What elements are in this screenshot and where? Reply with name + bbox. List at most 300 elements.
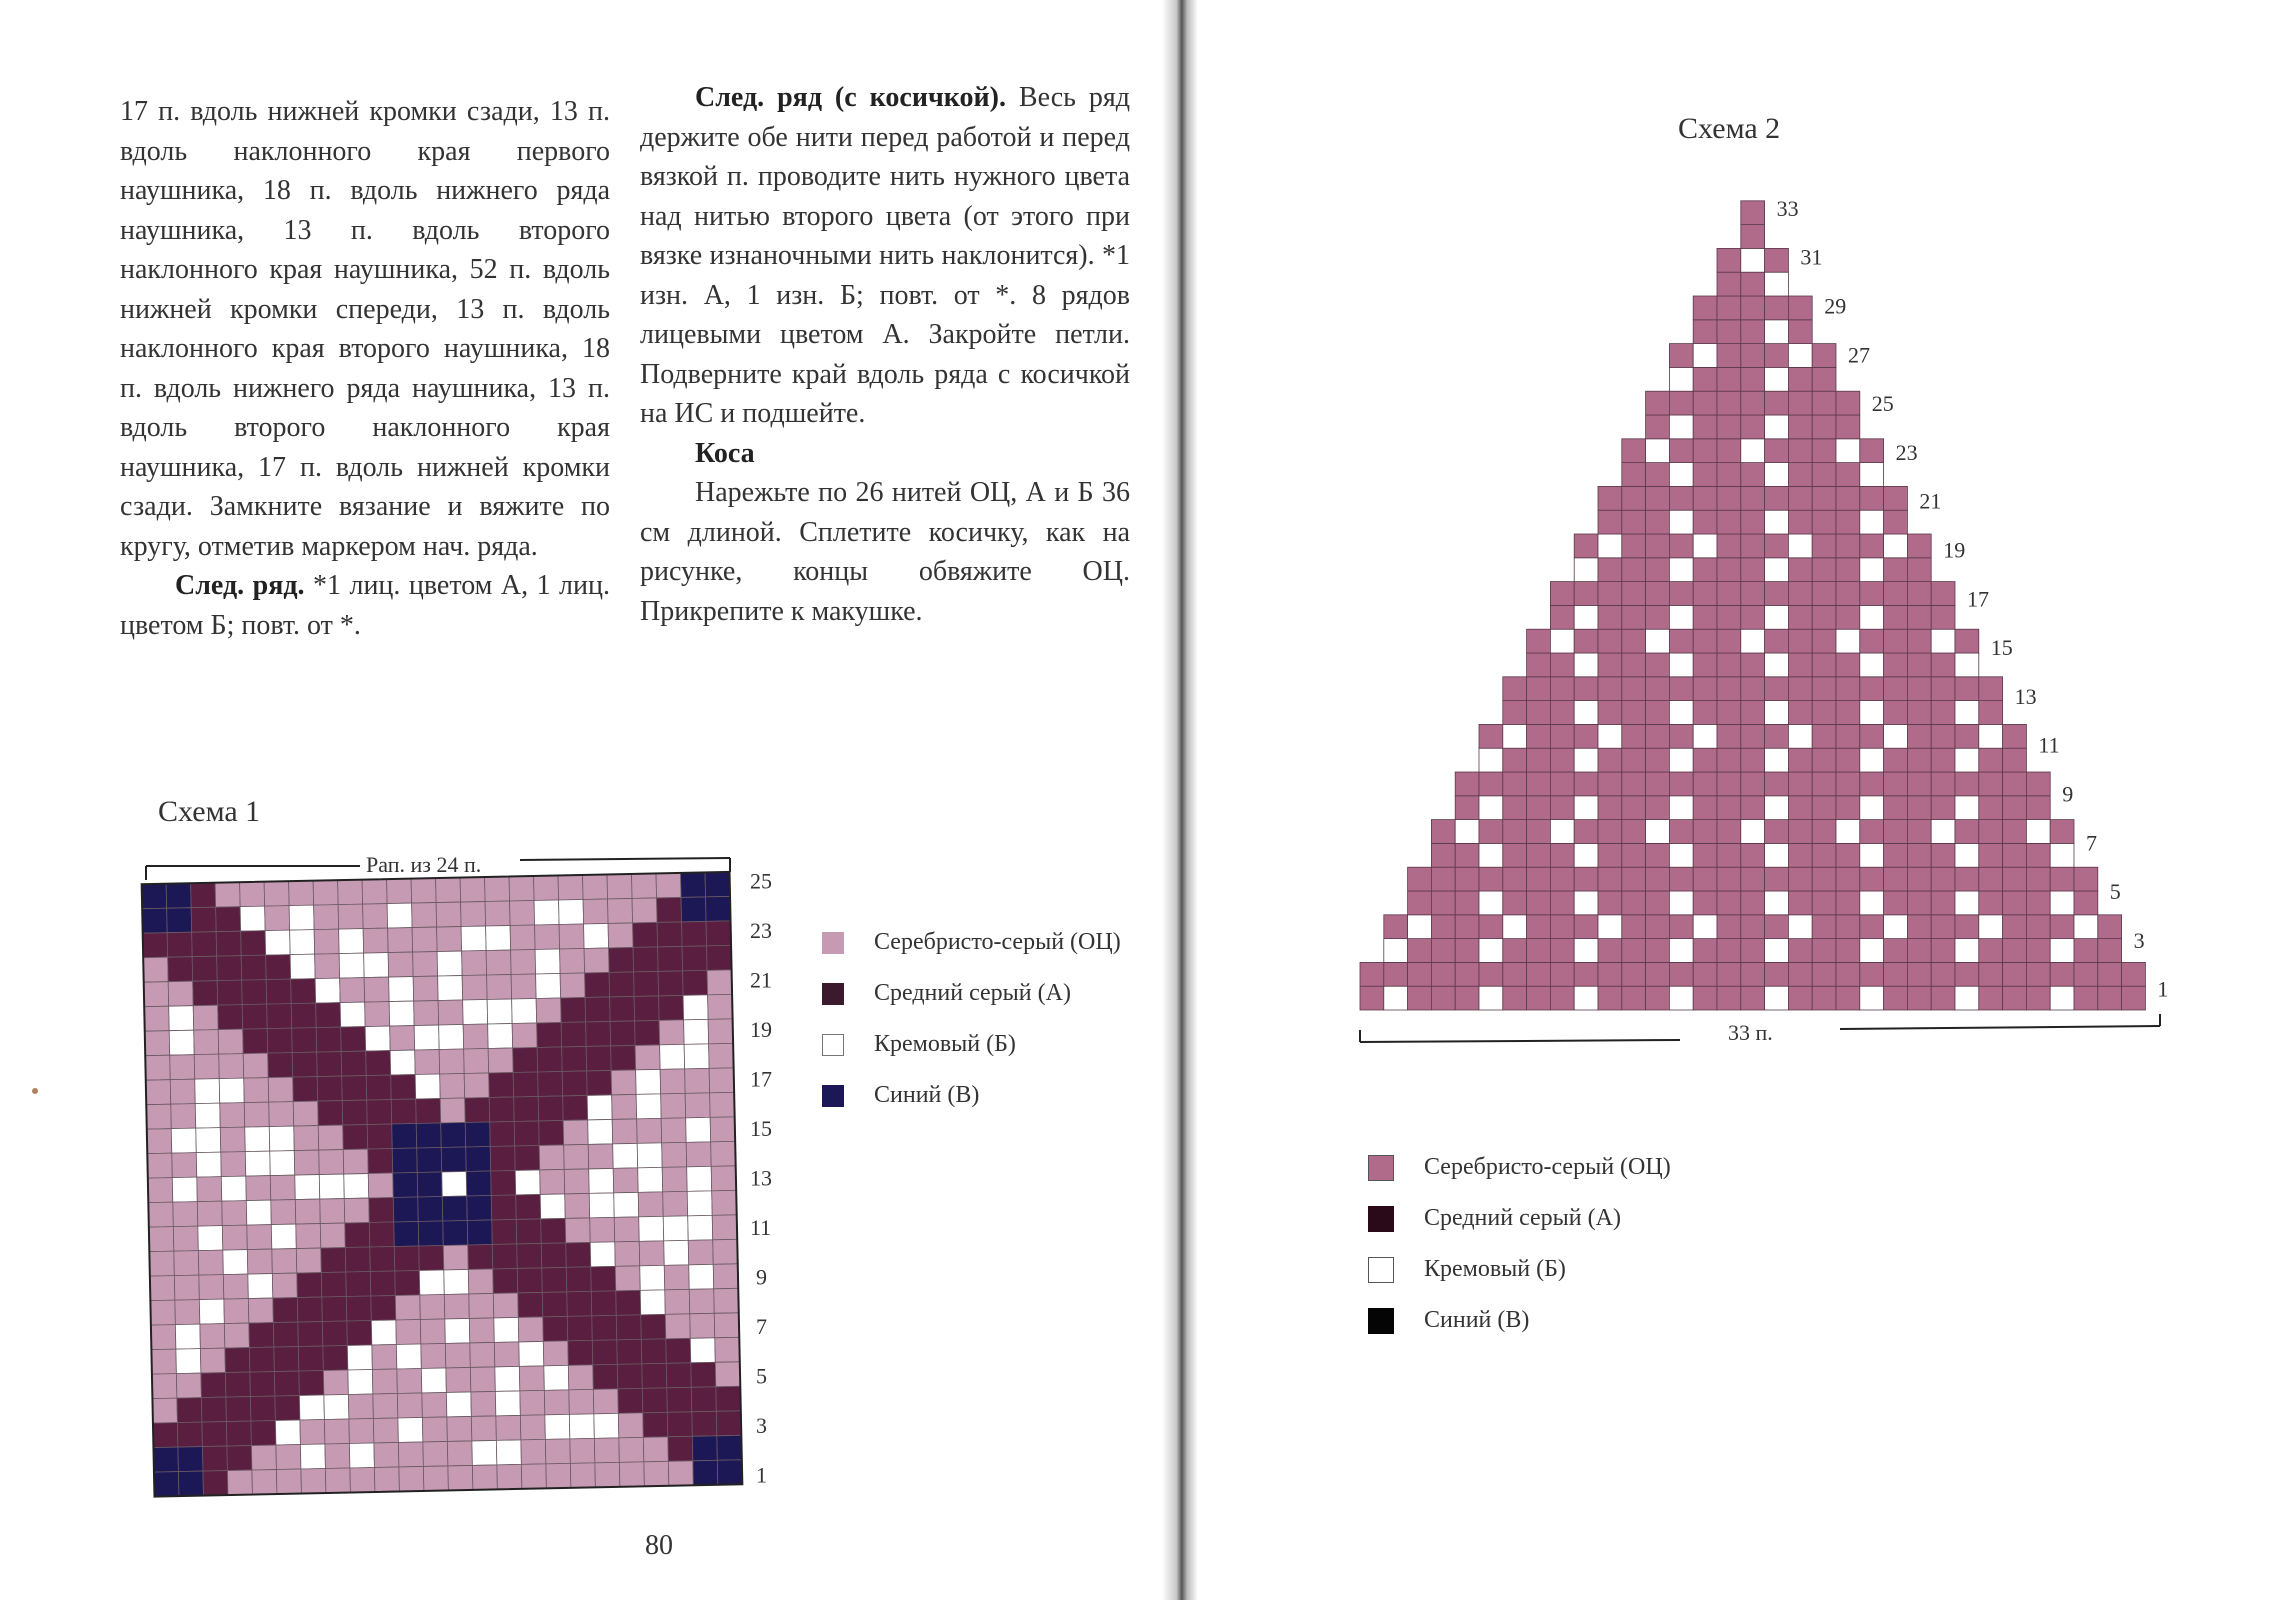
chart-cell [1693,391,1717,415]
chart-cell [715,1337,740,1362]
chart-cell [419,1270,444,1295]
chart-cell [542,1292,567,1317]
chart-cell [1503,962,1527,986]
chart-cell [1836,605,1860,629]
chart-cell [1360,962,1384,986]
chart-cell [1384,939,1408,963]
chart-cell [1574,724,1598,748]
chart-cell [295,1175,320,1200]
chart-cell [689,1264,714,1289]
chart-cell [1693,772,1717,796]
chart-cell [345,1223,370,1248]
chart-cell [1765,843,1789,867]
chart-cell [1503,891,1527,915]
chart-cell [276,1445,301,1470]
chart-cell [1408,867,1432,891]
braid-row-text: Весь ряд держите обе нити перед работой и перед вязкой п. проводите нить нужного цвета над нитью второго цвета (от этого при вязке изнаночными нить наклонится). *1 изн. А, 1 изн. Б; повт. от *. 8 рядов лицевыми цветом А. Закройте петли. Подверните край вдоль ряда с косичкой на ИС и подшейте. [640,82,1131,429]
chart-cell [1574,796,1598,820]
chart-cell [422,1392,447,1417]
chart-cell [196,1152,221,1177]
chart-cell [633,947,658,972]
chart-cell [217,956,242,981]
chart-cell [609,972,634,997]
chart-cell [471,1391,496,1416]
chart-cell [148,1178,173,1203]
chart-cell [248,1274,273,1299]
chart-cell [1574,820,1598,844]
chart-cell [294,1150,319,1175]
chart-cell [1669,748,1693,772]
chart-cell [436,902,461,927]
chart-cell [583,899,608,924]
row-label: 15 [1990,635,2013,661]
chart-cell [367,1124,392,1149]
chart-cell [535,924,560,949]
chart-cell [1646,772,1670,796]
chart-cell [1598,748,1622,772]
chart-cell [192,956,217,981]
chart-cell [1693,605,1717,629]
chart-cell [535,949,560,974]
chart-cell [1360,986,1384,1010]
chart-cell [559,899,584,924]
chart-cell [1741,701,1765,725]
chart-cell [1741,962,1765,986]
chart-cell [565,1218,590,1243]
chart-cell [1884,748,1908,772]
chart-cell [321,1272,346,1297]
chart-cell [222,1201,247,1226]
chart-cell [1550,891,1574,915]
chart-cell [1717,772,1741,796]
chart-cell [616,1315,641,1340]
chart-cell [1717,701,1741,725]
chart-cell [1788,677,1812,701]
chart-cell [2050,891,2074,915]
chart-cell [488,1048,513,1073]
chart-cell [146,1104,171,1129]
chart-cell [1860,891,1884,915]
chart-cell [143,957,168,982]
chart-cell [1812,439,1836,463]
chart-cell [717,1460,742,1485]
chart-cell [224,1299,249,1324]
chart-cell [1598,915,1622,939]
chart-cell [2098,915,2122,939]
chart-cell [1550,796,1574,820]
chart-cell [1693,986,1717,1010]
chart-cell [1812,558,1836,582]
chart-cell [315,954,340,979]
chart-cell [1884,605,1908,629]
chart-cell [618,1413,643,1438]
chart-cell [1693,558,1717,582]
chart-cell [1669,939,1693,963]
chart-cell [297,1273,322,1298]
chart-cell [492,1219,517,1244]
chart-cell [1646,439,1670,463]
chart-cell [296,1248,321,1273]
chart-cell [1646,415,1670,439]
row-label: 29 [1824,293,1847,319]
chart-cell [494,1342,519,1367]
chart-cell [516,1219,541,1244]
chart-cell [1931,724,1955,748]
chart-cell [1693,415,1717,439]
chart-cell [682,946,707,971]
chart-cell [594,1413,619,1438]
chart-cell [373,1418,398,1443]
chart-cell [1860,796,1884,820]
chart-cell [421,1368,446,1393]
chart-cell [1931,701,1955,725]
chart-cell [1550,582,1574,606]
chart-cell [541,1243,566,1268]
chart-cell [638,1192,663,1217]
chart-cell [1765,320,1789,344]
chart-cell [568,1365,593,1390]
chart-cell [1860,939,1884,963]
chart-cell [1550,677,1574,701]
chart-cell [681,897,706,922]
chart-cell [1741,248,1765,272]
chart-cell [706,896,731,921]
chart-cell [534,876,559,901]
chart-cell [1693,463,1717,487]
chart-cell [2074,915,2098,939]
chart-cell [393,1173,418,1198]
chart-cell [1860,867,1884,891]
chart-cell [1574,605,1598,629]
chart-cell [714,1288,739,1313]
chart-cell [1955,939,1979,963]
chart-cell [1955,629,1979,653]
chart-cell [1884,820,1908,844]
chart-cell [1860,463,1884,487]
chart-cell [1836,915,1860,939]
chart-cell [269,1126,294,1151]
chart-cell [1550,867,1574,891]
chart-cell [537,1047,562,1072]
chart-cell [460,877,485,902]
chart-cell [561,997,586,1022]
chart-cell [446,1367,471,1392]
chart-cell [497,1464,522,1489]
chart-cell [200,1348,225,1373]
chart-cell [1741,272,1765,296]
chart-cell [1646,820,1670,844]
chart-cell [591,1266,616,1291]
chart-cell [249,1323,274,1348]
chart-cell [610,1021,635,1046]
chart-cell [1788,320,1812,344]
chart-cell [1979,915,2003,939]
chart-cell [665,1314,690,1339]
chart-cell [1503,677,1527,701]
chart-cell [1479,986,1503,1010]
chart-cell [1693,296,1717,320]
chart-cell [193,1005,218,1030]
chart-cell [1836,582,1860,606]
chart-cell [543,1341,568,1366]
chart-cell [1765,677,1789,701]
chart-cell [692,1411,717,1436]
chart-cell [462,975,487,1000]
chart-cell [661,1093,686,1118]
chart-cell [273,1298,298,1323]
chart-cell [536,998,561,1023]
chart-cell [1669,677,1693,701]
chart-cell [168,981,193,1006]
chart-cell [174,1251,199,1276]
chart-cell [291,979,316,1004]
chart-cell [691,1362,716,1387]
chart-cell [1741,201,1765,225]
chart-cell [173,1202,198,1227]
chart-cell [1550,724,1574,748]
chart-cell [1431,915,1455,939]
chart-cell [168,957,193,982]
chart-cell [1979,820,2003,844]
chart-cell [487,999,512,1024]
chart-cell [520,1415,545,1440]
chart-cell [1741,296,1765,320]
chart-cell [416,1099,441,1124]
chart-cell [198,1250,223,1275]
chart-cell [1408,962,1432,986]
width-bracket-line [1840,1026,2160,1029]
chart-cell [1479,724,1503,748]
chart-cell [1646,962,1670,986]
chart-cell [642,1388,667,1413]
chart-cell [416,1123,441,1148]
chart-cell [444,1269,469,1294]
chart-cell [147,1129,172,1154]
chart-cell [1836,986,1860,1010]
chart-cell [177,1398,202,1423]
chart-cell [1788,796,1812,820]
chart-cell [1574,939,1598,963]
chart-cell [619,1437,644,1462]
chart-cell [1646,486,1670,510]
legend-label: Кремовый (Б) [874,1031,1016,1057]
chart-cell [1860,558,1884,582]
chart-cell [1931,605,1955,629]
chart-cell [178,1447,203,1472]
chart-cell [2098,939,2122,963]
chart-cell [1788,367,1812,391]
chart-cell [1669,629,1693,653]
chart-cell [1931,939,1955,963]
chart-cell [301,1469,326,1494]
row-label: 13 [750,1165,772,1191]
chart-cell [438,1000,463,1025]
chart-cell [268,1077,293,1102]
chart-cell [319,1174,344,1199]
chart-cell [1717,439,1741,463]
chart-cell [590,1217,615,1242]
section-heading-braid: Коса [695,437,755,469]
chart-cell [615,1241,640,1266]
chart-cell [1931,915,1955,939]
chart-cell [1812,962,1836,986]
chart-cell [442,1171,467,1196]
chart-cell [538,1096,563,1121]
chart-cell [344,1198,369,1223]
chart-cell [1598,582,1622,606]
chart-cell [172,1153,197,1178]
chart-cell [1812,629,1836,653]
chart-cell [1455,986,1479,1010]
chart-cell [1812,796,1836,820]
chart-cell [1812,820,1836,844]
chart-cell [193,981,218,1006]
legend-label: Средний серый (А) [1424,1205,1621,1231]
chart-cell [717,1435,742,1460]
chart-cell [362,879,387,904]
chart-cell [1717,748,1741,772]
chart-cell [569,1414,594,1439]
chart-cell [1598,510,1622,534]
chart-cell [395,1270,420,1295]
row-label: 23 [1895,439,1918,465]
chart-cell [1503,796,1527,820]
chart-cell [1503,820,1527,844]
chart-cell [243,1053,268,1078]
chart-cell [1884,558,1908,582]
chart-cell [339,953,364,978]
chart-cell [1765,701,1789,725]
chart-cell [682,921,707,946]
chart-cell [275,1396,300,1421]
chart-cell [1741,391,1765,415]
chart-cell [1812,486,1836,510]
chart-cell [298,1346,323,1371]
chart-cell [339,929,364,954]
chart-cell [197,1201,222,1226]
chart-cell [314,905,339,930]
chart-cell [2026,939,2050,963]
chart-cell [227,1470,252,1495]
chart-cell [1622,582,1646,606]
chart-cell [1455,772,1479,796]
chart-cell [1931,843,1955,867]
chart-cell [1907,582,1931,606]
chart-cell [1955,867,1979,891]
chart-cell [201,1373,226,1398]
chart-cell [1646,391,1670,415]
chart-cell [1741,796,1765,820]
chart-cell [170,1079,195,1104]
chart-cell [1503,986,1527,1010]
chart-cell [489,1072,514,1097]
chart-cell [1812,534,1836,558]
chart-cell [1598,486,1622,510]
chart-cell [472,1465,497,1490]
chart-cell [567,1291,592,1316]
chart-cell [399,1466,424,1491]
chart-cell [325,1468,350,1493]
chart-cell [441,1123,466,1148]
chart-cell [365,1002,390,1027]
chart-cell [1812,748,1836,772]
chart-cell [296,1224,321,1249]
scheme-1-grid [142,872,743,1497]
chart-cell [485,901,510,926]
chart-cell [1479,891,1503,915]
chart-cell [265,906,290,931]
chart-cell [659,995,684,1020]
chart-cell [664,1265,689,1290]
chart-cell [1527,962,1551,986]
scheme-2-grid [1360,201,2145,1010]
chart-cell [1765,772,1789,796]
chart-cell [1788,415,1812,439]
chart-cell [1765,724,1789,748]
chart-cell [1622,534,1646,558]
chart-cell [368,1149,393,1174]
chart-cell [716,1411,741,1436]
chart-cell [1884,843,1908,867]
chart-cell [712,1215,737,1240]
chart-cell [1860,486,1884,510]
chart-cell [1455,939,1479,963]
chart-cell [316,1003,341,1028]
chart-cell [368,1173,393,1198]
chart-cell [1693,843,1717,867]
chart-cell [542,1267,567,1292]
chart-cell [224,1323,249,1348]
chart-cell [1884,724,1908,748]
chart-cell [1765,653,1789,677]
row-label: 9 [2062,781,2074,807]
chart-cell [2026,962,2050,986]
chart-cell [397,1368,422,1393]
chart-cell [1431,986,1455,1010]
chart-cell [1812,891,1836,915]
chart-cell [2026,891,2050,915]
chart-cell [298,1322,323,1347]
chart-cell [2074,962,2098,986]
chart-cell [707,970,732,995]
chart-cell [370,1247,395,1272]
chart-cell [1598,605,1622,629]
chart-cell [240,906,265,931]
chart-cell [2003,891,2027,915]
row-label: 19 [1943,537,1966,563]
chart-cell [226,1421,251,1446]
chart-cell [1622,701,1646,725]
chart-cell [1574,582,1598,606]
chart-cell [1646,534,1670,558]
chart-cell [563,1120,588,1145]
chart-cell [1622,558,1646,582]
chart-cell [1836,534,1860,558]
chart-cell [422,1417,447,1442]
chart-cell [1860,605,1884,629]
chart-cell [2098,962,2122,986]
legend-label: Синий (В) [874,1082,980,1108]
chart-cell [1693,867,1717,891]
chart-cell [442,1196,467,1221]
chart-cell [486,926,511,951]
chart-cell [1431,962,1455,986]
chart-cell [170,1055,195,1080]
chart-cell [1931,653,1955,677]
chart-cell [1717,248,1741,272]
chart-cell [272,1273,297,1298]
chart-cell [1860,772,1884,796]
